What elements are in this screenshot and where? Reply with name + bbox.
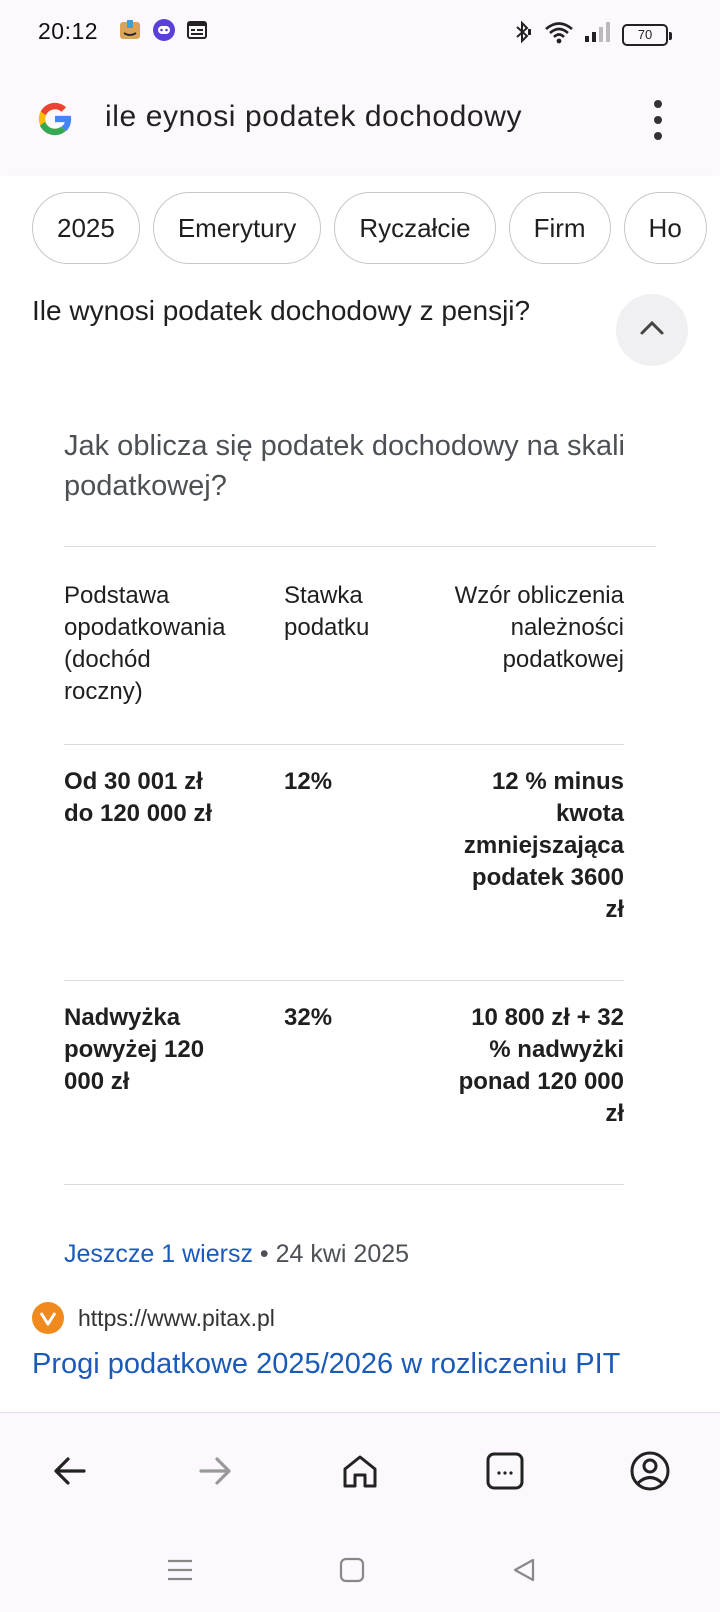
table-cell: Nadwyżka powyżej 120 000 zł <box>64 1004 205 1095</box>
row-divider <box>64 744 624 745</box>
account-circle-icon <box>629 1450 671 1497</box>
system-navigation-bar <box>0 1532 720 1612</box>
result-title-link[interactable]: Progi podatkowe 2025/2026 w rozliczeniu PIT <box>32 1348 621 1380</box>
filter-chips-bar <box>0 176 720 280</box>
bluetooth-icon <box>512 20 534 49</box>
search-header <box>0 64 720 176</box>
wifi-icon <box>544 20 574 49</box>
tabs-button[interactable] <box>475 1443 535 1503</box>
account-button[interactable] <box>620 1443 680 1503</box>
more-rows-link[interactable]: Jeszcze 1 wiersz <box>64 1240 253 1268</box>
table-header-cell: Stawka podatku <box>284 582 370 641</box>
table-cell: 32% <box>284 1004 333 1031</box>
search-query-text[interactable]: ile eynosi podatek dochodowy <box>105 100 523 133</box>
table-header-cell: Podstawa opodatkowania (dochód roczny) <box>64 582 226 705</box>
table-header-cell: Wzór obliczenia należności podatkowej <box>454 582 624 673</box>
tabs-icon <box>485 1451 525 1496</box>
chip-emerytury[interactable]: Emerytury <box>153 192 321 264</box>
pitax-favicon-icon <box>32 1302 64 1334</box>
menu-lines-icon <box>166 1558 194 1587</box>
amazon-app-icon <box>118 18 142 47</box>
system-home-button[interactable] <box>334 1554 370 1590</box>
row-divider <box>64 1184 624 1185</box>
forward-button[interactable] <box>185 1443 245 1503</box>
result-source[interactable] <box>32 1302 275 1334</box>
square-icon <box>339 1557 365 1588</box>
system-back-button[interactable] <box>506 1554 542 1590</box>
calendar-app-icon <box>186 19 208 46</box>
divider <box>64 546 656 547</box>
chip-ryczalcie[interactable]: Ryczałcie <box>334 192 495 264</box>
chip-2025[interactable]: 2025 <box>32 192 140 264</box>
chevron-up-icon <box>638 319 666 342</box>
home-button[interactable] <box>330 1443 390 1503</box>
messenger-app-icon <box>152 18 176 47</box>
signal-icon <box>584 21 612 48</box>
table-cell: Od 30 001 zł do 120 000 zł <box>64 768 213 827</box>
row-divider <box>64 980 624 981</box>
status-bar <box>0 0 720 64</box>
collapse-button[interactable] <box>616 294 688 366</box>
table-cell: 12% <box>284 768 333 795</box>
snippet-date: 24 kwi 2025 <box>275 1240 410 1268</box>
status-time: 20:12 <box>38 18 99 44</box>
battery-level: 70 <box>637 27 653 42</box>
back-button[interactable] <box>40 1443 100 1503</box>
snippet-footer <box>64 1240 409 1269</box>
browser-bottom-bar <box>0 1412 720 1532</box>
separator: • <box>259 1240 269 1268</box>
system-icons <box>512 20 668 49</box>
chip-ho[interactable]: Ho <box>624 192 707 264</box>
notification-icons <box>118 18 208 47</box>
triangle-back-icon <box>511 1557 537 1588</box>
battery-icon <box>622 24 668 46</box>
result-url[interactable]: https://www.pitax.pl <box>78 1304 275 1331</box>
question-heading[interactable]: Ile wynosi podatek dochodowy z pensji? <box>32 295 531 326</box>
results-content <box>0 280 720 1412</box>
recent-apps-button[interactable] <box>162 1554 198 1590</box>
arrow-left-icon <box>52 1455 88 1492</box>
google-logo-icon[interactable] <box>34 98 76 140</box>
snippet-title: Jak oblicza się podatek dochodowy na skali podatkowej? <box>64 430 625 502</box>
chip-firm[interactable]: Firm <box>509 192 611 264</box>
more-options-icon[interactable] <box>650 100 666 140</box>
table-cell: 12 % minus kwota zmniejszająca podatek 3600 zł <box>463 768 624 923</box>
table-cell: 10 800 zł + 32 % nadwyżki ponad 120 000 zł <box>458 1004 624 1127</box>
home-icon <box>341 1453 379 1494</box>
arrow-right-icon <box>197 1455 233 1492</box>
